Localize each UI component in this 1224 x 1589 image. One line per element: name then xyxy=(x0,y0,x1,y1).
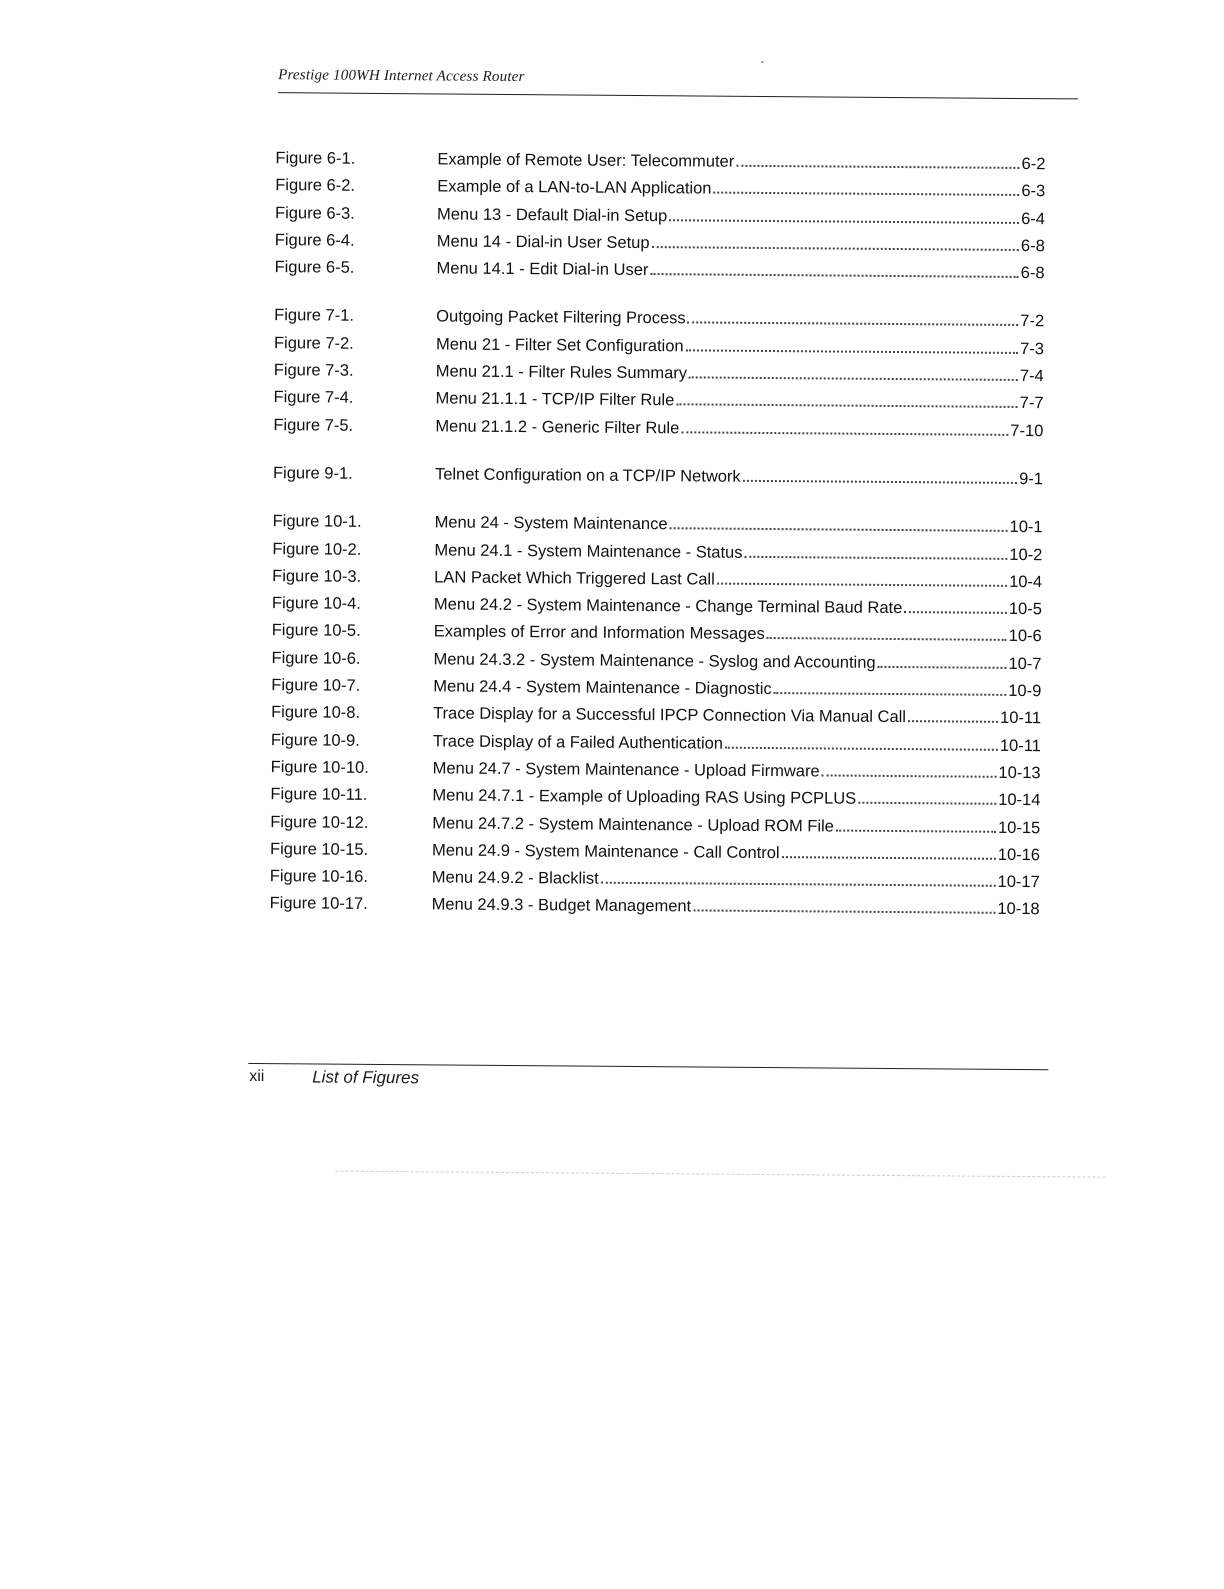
figure-label: Figure 6-3. xyxy=(274,203,355,223)
figure-page-number: 10-16 xyxy=(997,845,1041,864)
dot-leader xyxy=(717,582,1007,586)
figure-title: Menu 24.9.3 - Budget Management xyxy=(431,895,692,916)
dot-leader xyxy=(681,431,1008,436)
figure-label: Figure 7-1. xyxy=(274,306,355,326)
figure-page-number: 10-13 xyxy=(998,763,1041,783)
figure-label: Figure 10-1. xyxy=(272,512,362,532)
figure-page-number: 10-11 xyxy=(999,736,1041,755)
dot-leader xyxy=(725,746,998,750)
figure-title: Examples of Error and Information Messages xyxy=(433,622,765,644)
figure-page-number: 7-3 xyxy=(1020,339,1045,358)
footer-section-title: List of Figures xyxy=(312,1067,420,1088)
dot-leader xyxy=(836,829,996,832)
figure-label: Figure 10-6. xyxy=(271,648,361,668)
dot-leader xyxy=(693,910,995,914)
figure-page-number: 6-8 xyxy=(1020,236,1045,256)
figure-page-number: 7-7 xyxy=(1019,394,1044,413)
figure-label: Figure 10-4. xyxy=(271,594,361,613)
dot-leader xyxy=(822,774,997,777)
dot-leader xyxy=(878,666,1007,669)
figure-title: Menu 14.1 - Edit Dial-in User xyxy=(436,259,649,280)
dot-leader xyxy=(688,322,1019,327)
figure-title: LAN Packet Which Triggered Last Call xyxy=(434,568,715,589)
figure-page-number: 10-17 xyxy=(997,872,1040,892)
figure-group xyxy=(273,460,1043,493)
dot-leader xyxy=(676,404,1017,409)
figure-label: Figure 10-9. xyxy=(270,730,360,750)
figure-title: Menu 24.3.2 - System Maintenance - Syslog and Accounting xyxy=(433,650,876,672)
figure-label: Figure 10-17. xyxy=(269,894,368,914)
figure-label: Figure 7-2. xyxy=(273,333,354,353)
figure-title: Menu 13 - Default Dial-in Setup xyxy=(436,204,668,225)
figure-label: Figure 6-1. xyxy=(275,149,356,168)
figure-title: Menu 21.1.1 - TCP/IP Filter Rule xyxy=(435,389,675,410)
figure-group xyxy=(273,303,1044,446)
figure-page-number: 9-1 xyxy=(1019,469,1044,489)
figure-title: Menu 24.4 - System Maintenance - Diagnostic xyxy=(433,677,772,699)
dot-leader xyxy=(713,192,1019,196)
scan-speck xyxy=(761,61,763,63)
figure-page-number: 10-15 xyxy=(997,818,1041,837)
figure-title: Menu 24.1 - System Maintenance - Status xyxy=(434,540,743,562)
figure-page-number: 10-6 xyxy=(1008,627,1042,646)
figure-page-number: 6-8 xyxy=(1020,264,1045,283)
figure-page-number: 7-2 xyxy=(1020,312,1045,331)
figure-title: Menu 14 - Dial-in User Setup xyxy=(436,232,650,252)
figure-page-number: 10-7 xyxy=(1008,654,1042,673)
figure-page-number: 6-4 xyxy=(1021,209,1046,228)
list-of-figures xyxy=(269,145,1045,945)
figure-group xyxy=(269,508,1042,923)
figure-page-number: 10-11 xyxy=(1000,709,1042,728)
dot-leader xyxy=(652,246,1019,251)
dot-leader xyxy=(782,856,996,860)
figure-label: Figure 10-16. xyxy=(269,867,369,886)
figure-label: Figure 10-15. xyxy=(269,839,369,859)
figure-title: Menu 21 - Filter Set Configuration xyxy=(435,335,684,356)
figure-title: Menu 24.7 - System Maintenance - Upload Firmware xyxy=(432,759,820,781)
figure-label: Figure 10-12. xyxy=(270,812,369,832)
figure-title: Menu 21.1 - Filter Rules Summary xyxy=(435,362,688,383)
toc-entry xyxy=(273,460,1043,493)
dot-leader xyxy=(774,692,1007,696)
page-number: xii xyxy=(249,1067,265,1086)
toc-entry xyxy=(269,891,1039,924)
figure-title: Menu 24.2 - System Maintenance - Change Terminal Baud Rate xyxy=(433,595,903,618)
toc-entry xyxy=(274,254,1044,287)
dot-leader xyxy=(670,527,1008,532)
figure-page-number: 7-4 xyxy=(1019,367,1044,386)
figure-label: Figure 7-4. xyxy=(273,388,354,408)
running-header: Prestige 100WH Internet Access Router xyxy=(278,67,525,86)
dot-leader xyxy=(686,349,1019,354)
figure-label: Figure 6-4. xyxy=(274,231,355,250)
figure-page-number: 10-14 xyxy=(998,791,1041,810)
figure-title: Trace Display for a Successful IPCP Connection Via Manual Call xyxy=(433,704,907,727)
figure-title: Menu 24.9.2 - Blacklist xyxy=(431,868,599,888)
dot-leader xyxy=(689,376,1018,381)
figure-page-number: 10-1 xyxy=(1009,518,1043,537)
dot-leader xyxy=(743,480,1017,484)
figure-page-number: 6-2 xyxy=(1021,154,1046,174)
figure-label: Figure 10-7. xyxy=(271,676,361,695)
figure-label: Figure 10-5. xyxy=(271,621,361,641)
dot-leader xyxy=(736,165,1019,169)
figure-page-number: 7-10 xyxy=(1010,421,1044,440)
figure-label: Figure 7-5. xyxy=(273,415,354,435)
figure-title: Telnet Configuration on a TCP/IP Network xyxy=(434,465,741,486)
dot-leader xyxy=(744,555,1007,559)
figure-label: Figure 6-2. xyxy=(275,176,356,196)
figure-page-number: 10-5 xyxy=(1008,600,1043,619)
figure-label: Figure 9-1. xyxy=(272,464,353,483)
figure-label: Figure 6-5. xyxy=(274,258,355,277)
figure-group xyxy=(274,145,1045,288)
dot-leader xyxy=(904,611,1007,614)
figure-page-number: 6-3 xyxy=(1021,182,1046,201)
figure-page-number: 10-9 xyxy=(1008,681,1042,701)
dot-leader xyxy=(767,637,1007,641)
figure-label: Figure 7-3. xyxy=(273,361,354,380)
figure-title: Menu 21.1.2 - Generic Filter Rule xyxy=(435,417,680,437)
scan-noise xyxy=(336,1171,1106,1178)
figure-title: Menu 24 - System Maintenance xyxy=(434,513,668,534)
header-rule xyxy=(278,92,1078,99)
dot-leader xyxy=(908,720,998,723)
figure-page-number: 10-2 xyxy=(1009,545,1043,564)
figure-label: Figure 10-11. xyxy=(270,785,368,805)
figure-page-number: 10-4 xyxy=(1009,572,1043,592)
figure-label: Figure 10-2. xyxy=(272,539,362,559)
dot-leader xyxy=(858,802,996,805)
figure-label: Figure 10-10. xyxy=(270,758,369,777)
figure-title: Example of Remote User: Telecommuter xyxy=(437,150,735,171)
figure-title: Outgoing Packet Filtering Process xyxy=(436,307,686,328)
figure-title: Menu 24.9 - System Maintenance - Call Control xyxy=(431,841,780,862)
figure-title: Menu 24.7.1 - Example of Uploading RAS Using PCPLUS xyxy=(432,786,857,808)
dot-leader xyxy=(650,273,1018,278)
figure-title: Trace Display of a Failed Authentication xyxy=(432,732,724,753)
figure-title: Example of a LAN-to-LAN Application xyxy=(437,177,712,198)
figure-label: Figure 10-3. xyxy=(272,566,362,586)
toc-entry xyxy=(273,412,1043,445)
figure-title: Menu 24.7.2 - System Maintenance - Upload ROM File xyxy=(432,813,834,836)
dot-leader xyxy=(669,219,1019,224)
figure-label: Figure 10-8. xyxy=(271,703,361,723)
dot-leader xyxy=(601,882,996,887)
figure-page-number: 10-18 xyxy=(997,900,1040,919)
